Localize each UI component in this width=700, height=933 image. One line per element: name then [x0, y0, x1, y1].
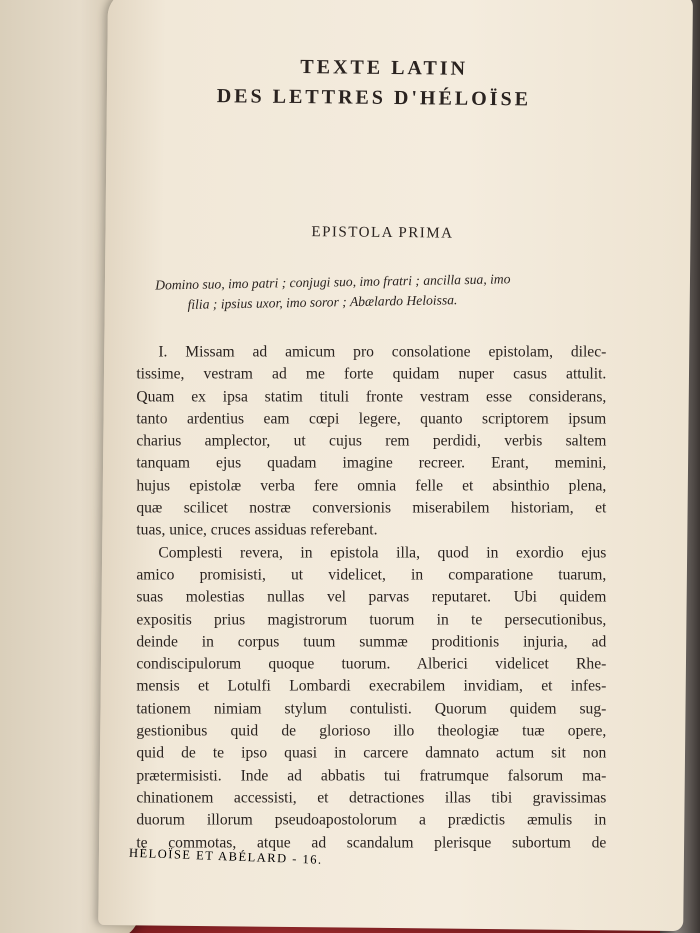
text-line: suas molestias nullas vel parvas reputaret. Ubi quidem [136, 588, 607, 606]
text-line: I. Missam ad amicum pro consolatione epistolam, dilec- [158, 343, 607, 361]
text-line: Quam ex ipsa statim tituli fronte vestram esse considerans, [136, 387, 607, 405]
text-line: prætermisisti. Inde ad abbatis tui fratrumque falsorum ma- [136, 766, 607, 784]
text-line: chinationem accessisti, et detractiones illas tibi gravissimas [136, 789, 607, 807]
section-heading: EPISTOLA PRIMA [311, 224, 454, 242]
text-line: tuas, unice, cruces assiduas referebant. [136, 521, 378, 539]
text-line: condiscipulorum quoque tuorum. Alberici videlicet Rhe- [136, 655, 607, 673]
text-line: gestionibus quid de glorioso illo theologiæ tuæ opere, [136, 722, 607, 740]
paragraph [136, 341, 606, 542]
text-line: charius amplector, ut cujus rem perdidi, verbis saltem [136, 432, 607, 450]
page-footer: HÉLOÏSE ET ABÉLARD - 16. [128, 845, 323, 867]
title-line-2: DES LETTRES D'HÉLOÏSE [216, 85, 532, 111]
page-text [131, 50, 609, 859]
text-line: duorum illorum pseudoapostolorum a prædictis æmulis in [136, 811, 607, 829]
text-line: hujus epistolæ verba fere omnia felle et absinthio plena, [136, 477, 607, 495]
text-line: amico promisisti, ut videlicet, in comparatione tuarum, [136, 566, 607, 584]
text-line: tissime, vestram ad me forte quidam nuper casus attulit. [136, 365, 607, 383]
text-line: tationem nimiam stylum contulisti. Quorum quidem sug- [136, 700, 607, 718]
salutation-line: filia ; ipsius uxor, imo soror ; Abælardo Heloissa. [187, 292, 458, 312]
text-line: te commotas, atque ad scandalum plerisque subortum de [136, 833, 607, 851]
salutation-line: Domino suo, imo patri ; conjugi suo, imo fratri ; ancilla sua, imo [155, 271, 511, 293]
text-line: quæ scilicet nostræ conversionis miserabilem historiam, et [136, 499, 607, 517]
paragraph [136, 542, 606, 854]
text-line: expositis prius magistrorum tuorum in te persecutionibus, [136, 610, 607, 628]
body-text [136, 341, 606, 854]
text-line: mensis et Lotulfi Lombardi execrabilem invidiam, et infes- [136, 677, 607, 695]
title-line-1: TEXTE LATIN [300, 56, 469, 80]
book-page [98, 0, 693, 931]
text-line: quid de te ipso quasi in carcere damnato actum sit non [136, 744, 607, 762]
text-line: tanto ardentius eam cœpi legere, quanto scriptorem ipsum [136, 410, 607, 428]
page-title [139, 50, 610, 115]
text-line: tanquam ejus quadam imagine recreer. Erant, memini, [136, 454, 607, 472]
text-line: Complesti revera, in epistola illa, quod in exordio ejus [158, 543, 607, 561]
text-line: deinde in corpus tuum summæ proditionis injuria, ad [136, 633, 607, 651]
salutation [155, 268, 608, 316]
